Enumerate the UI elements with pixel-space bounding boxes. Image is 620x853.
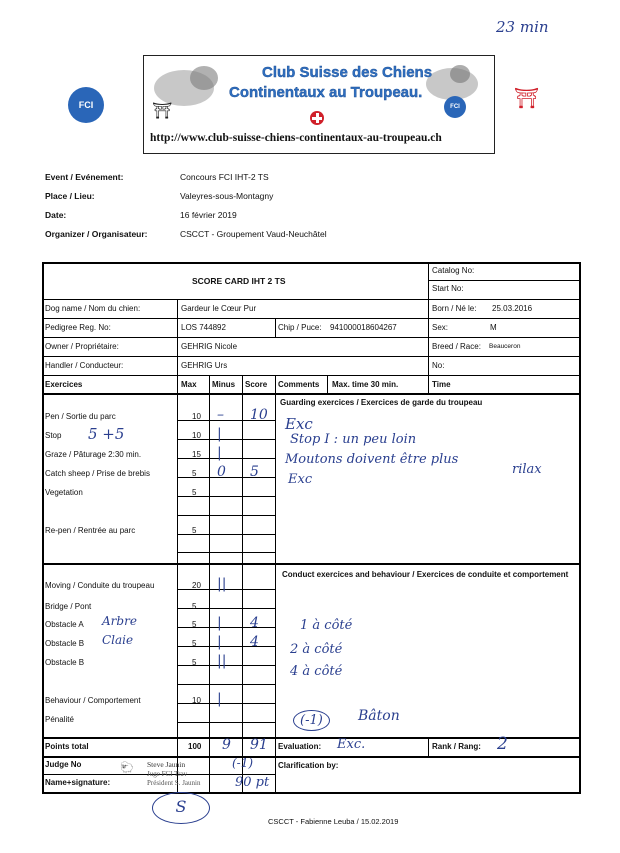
conduct-row-minus: | (217, 691, 222, 707)
conduct-row-score: 4 (250, 634, 259, 650)
col-exercises: Exercices (45, 380, 83, 389)
born-label: Born / Né le: (432, 304, 477, 313)
guarding-row-max: 10 (192, 431, 201, 440)
club-name-line2: Continentaux au Troupeau. (229, 84, 423, 101)
judge-no-label: Judge No (45, 760, 82, 769)
guarding-comment: Exc (285, 415, 313, 433)
place-label: Place / Lieu: (45, 191, 95, 201)
guarding-row-max: 15 (192, 450, 201, 459)
conduct-row-max: 5 (192, 602, 197, 611)
sheep-pen-icon: ⛩ (152, 103, 173, 120)
sex-value: M (490, 323, 497, 332)
start-label: Start No: (432, 284, 464, 293)
date-value: 16 février 2019 (180, 210, 237, 220)
conduct-row-minus: || (217, 576, 227, 592)
conduct-comment: (-1) (293, 710, 330, 731)
judge-minus-one: (-1) (232, 756, 254, 770)
guarding-comment: Exc (288, 472, 313, 487)
chip-value: 941000018604267 (330, 323, 397, 332)
points-total-score: 91 (250, 737, 268, 753)
handwritten-time-note: 23 min (496, 18, 549, 36)
points-total-label: Points total (45, 742, 89, 751)
guarding-row-label: Vegetation (45, 488, 83, 497)
guarding-comment: Stop I : un peu loin (290, 432, 417, 447)
owner-label: Owner / Propriétaire: (45, 342, 119, 351)
evaluation-label: Evaluation: (278, 742, 322, 751)
rank-value: 2 (497, 734, 508, 754)
guarding-row-minus: – (217, 407, 224, 423)
clarification-label: Clarification by: (278, 761, 339, 770)
guarding-row-label: Stop (45, 431, 62, 440)
guarding-row-max: 10 (192, 412, 201, 421)
stamp-line2: Juge FCI Trav (147, 770, 188, 778)
born-value: 25.03.2016 (492, 304, 533, 313)
col-comments: Comments (278, 380, 320, 389)
points-total-max: 100 (188, 742, 202, 751)
footer-credit: CSCCT - Fabienne Leuba / 15.02.2019 (268, 817, 399, 826)
handler-value: GEHRIG Urs (181, 361, 228, 370)
guarding-row-minus: | (217, 426, 222, 442)
guarding-comment: rilax (512, 462, 542, 477)
score-card-title: SCORE CARD IHT 2 TS (192, 276, 286, 286)
guarding-row-note: 5 +5 (88, 425, 125, 443)
conduct-row-max: 10 (192, 696, 201, 705)
guarding-row-label: Re-pen / Rentrée au parc (45, 526, 136, 535)
fci-small-logo: FCI (444, 96, 466, 118)
guarding-row-label: Catch sheep / Prise de brebis (45, 469, 150, 478)
conduct-comment: 1 à côté (300, 618, 353, 633)
breed-label: Breed / Race: (432, 342, 481, 351)
event-label: Event / Evénement: (45, 172, 124, 182)
conduct-row-label: Obstacle B (45, 639, 85, 648)
points-total-minus: 9 (222, 737, 231, 753)
red-sheep-pen-icon: ⛩ (514, 88, 540, 110)
conduct-row-max: 5 (192, 620, 197, 629)
conduct-row-label: Bridge / Pont (45, 602, 92, 611)
swiss-cross-icon (310, 111, 324, 125)
guarding-row-max: 5 (192, 526, 197, 535)
place-value: Valeyres-sous-Montagny (180, 191, 274, 201)
signature-label: Name+signature: (45, 778, 111, 787)
organizer-label: Organizer / Organisateur: (45, 229, 148, 239)
conduct-title: Conduct exercices and behaviour / Exercices de conduite et comportement (282, 570, 569, 579)
guarding-comment: Moutons doivent être plus (285, 452, 459, 467)
conduct-row-max: 5 (192, 658, 197, 667)
owner-value: GEHRIG Nicole (181, 342, 238, 351)
event-value: Concours FCI IHT-2 TS (180, 172, 269, 182)
guarding-row-max: 5 (192, 469, 197, 478)
conduct-row-minus: | (217, 634, 222, 650)
col-max-time: Max. time 30 min. (332, 380, 399, 389)
pedigree-label: Pedigree Reg. No: (45, 323, 111, 332)
chip-label: Chip / Puce: (278, 323, 322, 332)
club-name-line1: Club Suisse des Chiens (262, 64, 433, 81)
stamp-line3: Président S. Jaunin (147, 779, 201, 787)
col-minus: Minus (212, 380, 236, 389)
pedigree-value: LOS 744892 (181, 323, 226, 332)
conduct-row-max: 20 (192, 581, 201, 590)
col-time: Time (432, 380, 451, 389)
stamp-line1: Steve Jaunin (147, 760, 186, 769)
dog-name-value: Gardeur le Cœur Pur (181, 304, 257, 313)
evaluation-value: Exc. (337, 737, 366, 752)
guarding-row-minus: | (217, 445, 222, 461)
guarding-row-label: Pen / Sortie du parc (45, 412, 116, 421)
conduct-comment: 4 à côté (290, 664, 343, 679)
conduct-row-label: Behaviour / Comportement (45, 696, 141, 705)
conduct-row-max: 5 (192, 639, 197, 648)
conduct-row-label: Obstacle A (45, 620, 84, 629)
rank-label: Rank / Rang: (432, 742, 481, 751)
breed-value: Beauceron (489, 343, 521, 350)
conduct-row-score: 4 (250, 615, 259, 631)
conduct-comment: 2 à côté (290, 642, 343, 657)
judge-stamp-icon: 🐑 (120, 762, 134, 774)
guarding-row-score: 10 (250, 407, 268, 423)
conduct-row-minus: || (217, 653, 227, 669)
conduct-row-minus: | (217, 615, 222, 631)
club-banner (143, 55, 495, 154)
conduct-row-label: Moving / Conduite du troupeau (45, 581, 155, 590)
conduct-row-note: Arbre (102, 614, 137, 628)
guarding-row-score: 5 (250, 464, 259, 480)
guarding-row-max: 5 (192, 488, 197, 497)
final-score: 90 pt (235, 775, 270, 790)
col-max: Max (181, 380, 197, 389)
catalog-label: Catalog No: (432, 266, 475, 275)
date-label: Date: (45, 210, 67, 220)
conduct-row-note: Claie (102, 633, 134, 647)
handler-label: Handler / Conducteur: (45, 361, 124, 370)
club-url: http://www.club-suisse-chiens-continentaux-au-troupeau.ch (150, 132, 442, 144)
sex-label: Sex: (432, 323, 449, 332)
conduct-row-label: Pénalité (45, 715, 74, 724)
guarding-title: Guarding exercices / Exercices de garde du troupeau (280, 398, 483, 407)
conduct-comment: Bâton (358, 708, 400, 724)
guarding-row-label: Graze / Pâturage 2:30 min. (45, 450, 142, 459)
no-label: No: (432, 361, 445, 370)
col-score: Score (245, 380, 268, 389)
organizer-value: CSCCT - Groupement Vaud-Neuchâtel (180, 229, 327, 239)
conduct-row-label: Obstacle B (45, 658, 85, 667)
fci-logo: FCI (68, 87, 104, 123)
final-mark-circle: S (152, 792, 210, 824)
guarding-row-minus: 0 (217, 464, 226, 480)
dog-name-label: Dog name / Nom du chien: (45, 304, 141, 313)
